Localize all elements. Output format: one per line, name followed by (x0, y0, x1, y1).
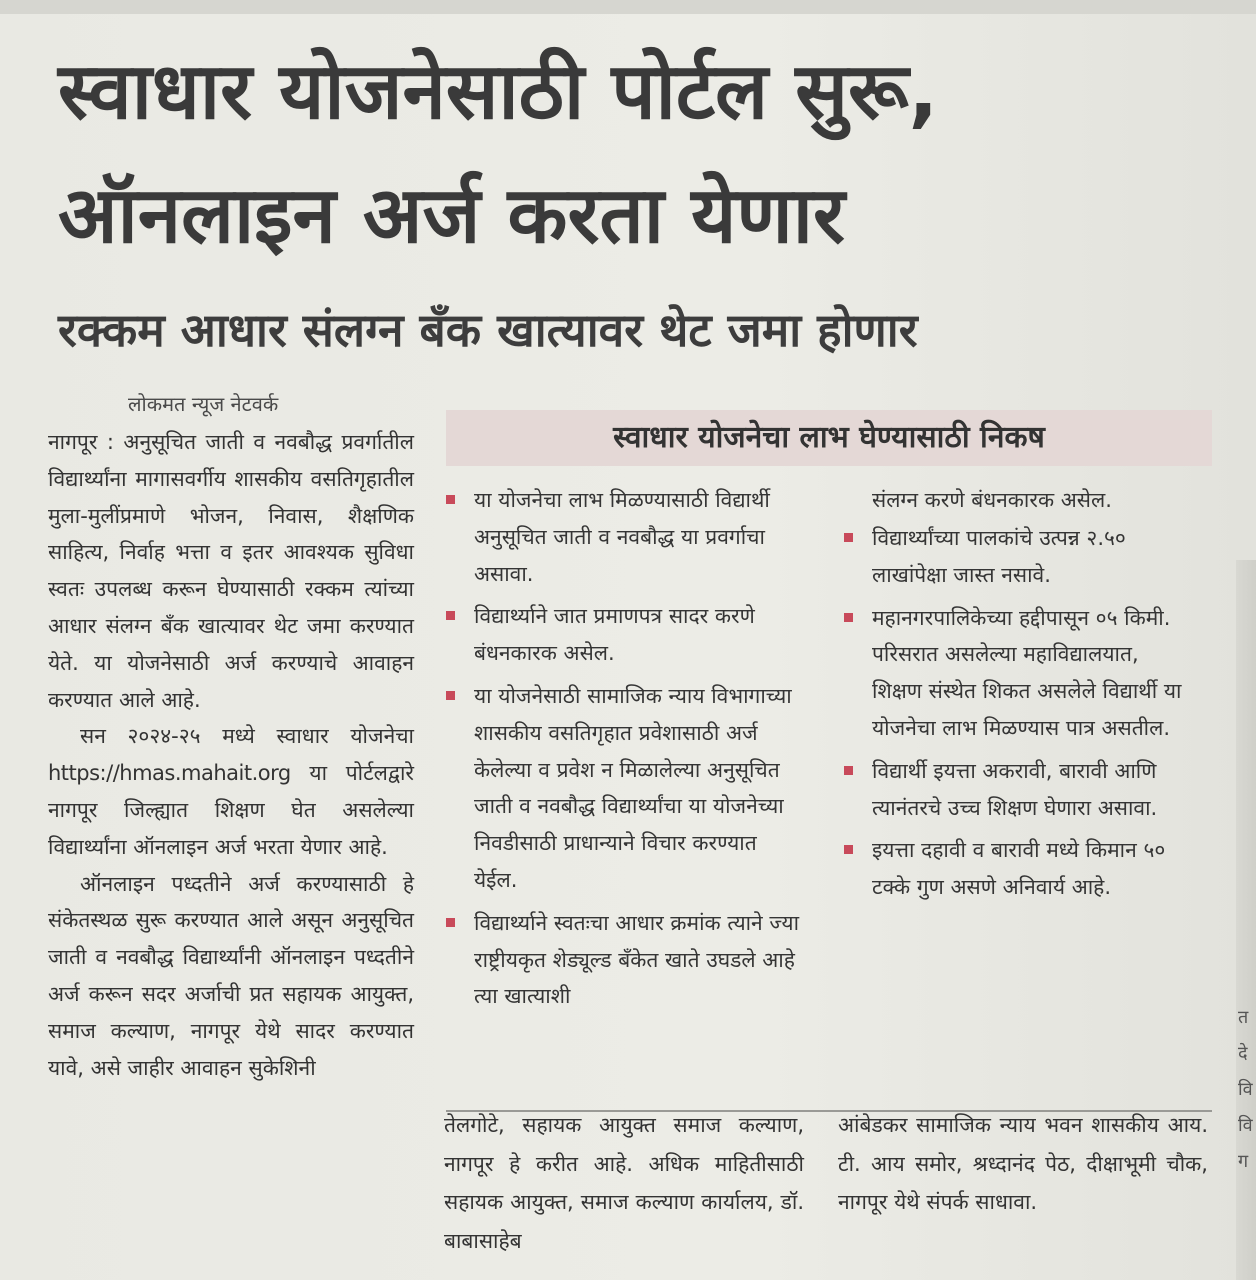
criteria-item: या योजनेसाठी सामाजिक न्याय विभागाच्या शासकीय वसतिगृहात प्रवेशासाठी अर्ज केलेल्या व प्रवेश न मिळालेल्या अनुसूचित जाती व नवबौद्ध विद्यार्थ्यांचा या योजनेच्या निवडीसाठी प्राधान्याने विचार करण्यात येईल. (444, 678, 804, 899)
edge-glyph: दे (1238, 1043, 1248, 1064)
criteria-item: या योजनेचा लाभ मिळण्यासाठी विद्यार्थी अनुसूचित जाती व नवबौद्ध या प्रवर्गाचा असावा. (444, 482, 804, 592)
criteria-list-left (444, 482, 804, 1021)
criteria-continued-text: संलग्न करणे बंधनकारक असेल. (872, 488, 1112, 512)
criteria-item: विद्यार्थ्याने जात प्रमाणपत्र सादर करणे बंधनकारक असेल. (444, 598, 804, 672)
para2-lead: सन २०२४-२५ मध्ये स्वाधार योजनेचा (80, 724, 414, 749)
edge-glyph: वि (1238, 1079, 1253, 1100)
para2-rest: या पोर्टलद्वारे नागपूर जिल्ह्यात शिक्षण घेत असलेल्या विद्यार्थ्यांना ऑनलाइन अर्ज भरता येणार आहे. (48, 761, 414, 859)
article-column-1 (48, 424, 414, 1086)
headline-line-2: ऑनलाइन अर्ज करता येणार (58, 171, 845, 261)
criteria-item: इयत्ता दहावी व बारावी मध्ये किमान ५० टक्के गुण असणे अनिवार्य आहे. (842, 832, 1192, 906)
criteria-list-right (842, 520, 1192, 912)
byline: लोकमत न्यूज नेटवर्क (128, 392, 279, 416)
edge-glyph: ग (1238, 1151, 1249, 1172)
article-paragraph-3: ऑनलाइन पध्दतीने अर्ज करण्यासाठी हे संकेतस्थळ सुरू करण्यात आले असून अनुसूचित जाती व नवबौद्ध विद्यार्थ्यांनी ऑनलाइन पध्दतीने अर्ज करून सदर अर्जाची प्रत सहायक आयुक्त, समाज कल्याण, नागपूर येथे सादर करण्यात यावे, असे जाहीर आवाहन सुकेशिनी (48, 871, 414, 1080)
criteria-item: महानगरपालिकेच्या हद्दीपासून ०५ किमी. परिसरात असलेल्या महाविद्यालयात, शिक्षण संस्थेत शिकत असलेले विद्यार्थी या योजनेचा लाभ मिळण्यास पात्र असतील. (842, 600, 1192, 747)
article-continuation-2: आंबेडकर सामाजिक न्याय भवन शासकीय आय. टी. आय समोर, श्रध्दानंद पेठ, दीक्षाभूमी चौक, नागपूर येथे संपर्क साधावा. (838, 1113, 1208, 1214)
headline-line-1: स्वाधार योजनेसाठी पोर्टल सुरू, (58, 47, 939, 137)
portal-url: https://hmas.mahait.org (48, 761, 291, 786)
edge-glyph: वि (1238, 1115, 1253, 1136)
subheadline: रक्कम आधार संलग्न बँक खात्यावर थेट जमा होणार (58, 303, 918, 357)
criteria-box-title: स्वाधार योजनेचा लाभ घेण्यासाठी निकष (446, 410, 1212, 466)
article-paragraph-1: नागपूर : अनुसूचित जाती व नवबौद्ध प्रवर्गातील विद्यार्थ्यांना मागासवर्गीय शासकीय वसतिगृहातील मुला-मुलींप्रमाणे भोजन, निवास, शैक्षणिक साहित्य, निर्वाह भत्ता व इतर आवश्यक सुविधा स्वतः उपलब्ध करून घेण्यासाठी रक्कम त्यांच्या आधार संलग्न बँक खात्यावर थेट जमा करण्यात येते. या योजनेसाठी अर्ज करण्याचे आवाहन करण्यात आले आहे. (48, 430, 414, 712)
adjacent-column-fragment (1238, 1000, 1256, 1180)
criteria-item: विद्यार्थ्यांच्या पालकांचे उत्पन्न २.५० लाखांपेक्षा जास्त नसावे. (842, 520, 1192, 594)
top-strip (0, 0, 1256, 14)
article-paragraph-2 (48, 718, 414, 865)
article-continuation-1: तेलगोटे, सहायक आयुक्त समाज कल्याण, नागपूर हे करीत आहे. अधिक माहितीसाठी सहायक आयुक्त, समाज कल्याण कार्यालय, डॉ. बाबासाहेब (444, 1113, 804, 1253)
criteria-item: विद्यार्थ्याने स्वतःचा आधार क्रमांक त्याने ज्या राष्ट्रीयकृत शेड्यूल्ड बँकेत खाते उघडले आहे त्या खात्याशी (444, 905, 804, 1015)
edge-glyph: त (1238, 1007, 1249, 1028)
criteria-item: विद्यार्थी इयत्ता अकरावी, बारावी आणि त्यानंतरचे उच्च शिक्षण घेणारा असावा. (842, 753, 1192, 827)
